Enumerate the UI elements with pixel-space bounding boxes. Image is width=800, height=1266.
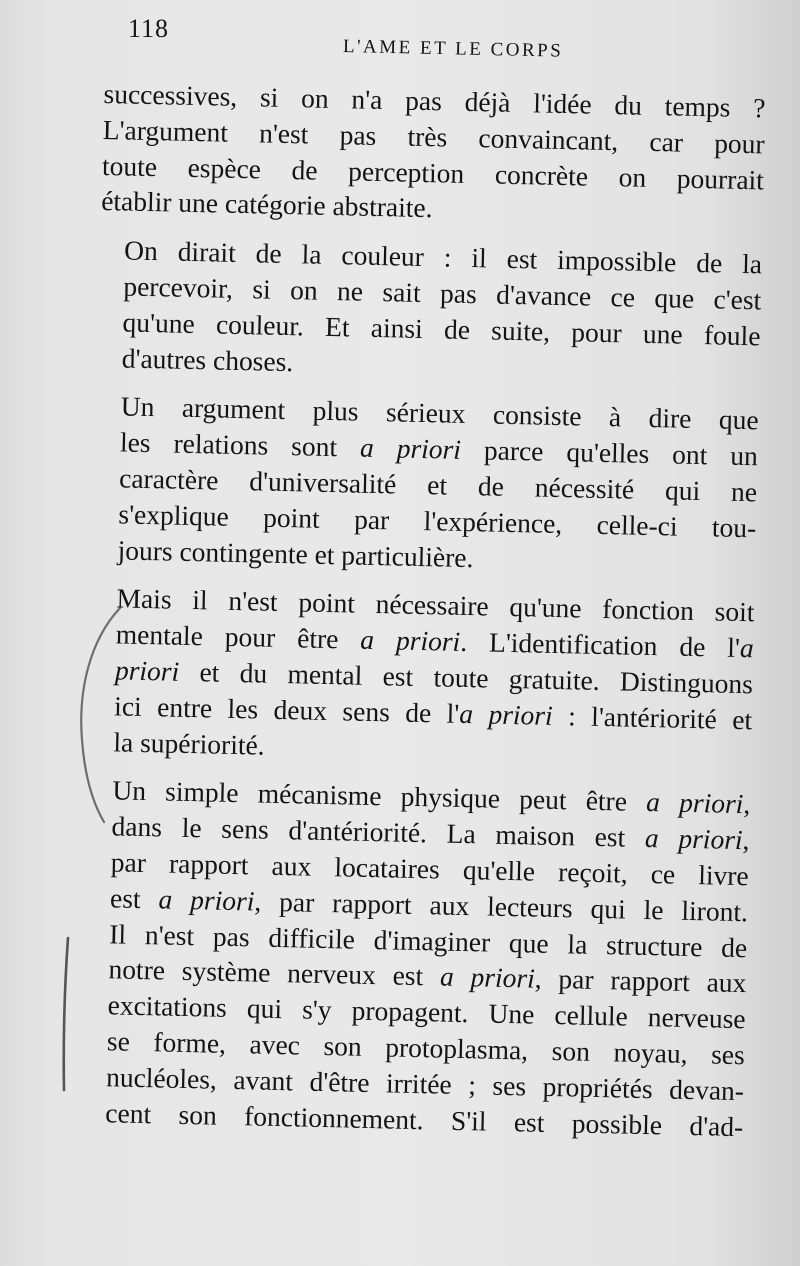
italic-priori: priori	[114, 654, 180, 687]
paragraph-3	[93, 388, 759, 581]
text-line: Mais il n'est point nécessaire qu'une fonction soit	[116, 582, 755, 628]
text-line: la supériorité.	[113, 725, 265, 761]
text-fragment: mentale pour être	[115, 618, 339, 655]
italic-a-priori: a priori	[158, 883, 255, 917]
text-fragment: et du mental est toute gratuite. Distinguons	[199, 656, 754, 700]
paragraph-1	[101, 76, 766, 234]
text-line: qu'une couleur. Et ainsi de suite, pour une foule	[122, 306, 761, 352]
text-line: excitations qui s'y propagent. Une cellule nerveuse	[107, 989, 746, 1035]
text-line: Il n'est pas difficile d'imaginer que la structure de	[108, 917, 748, 963]
italic-a-priori: a priori	[439, 960, 536, 994]
text-line: se forme, avec son protoplasma, son noyau, ses	[106, 1025, 746, 1071]
text-line: jours contingente et particulière.	[117, 533, 474, 573]
text-line: caractère d'universalité et de nécessité qui ne	[118, 462, 758, 508]
running-title: L'AME ET LE CORPS	[342, 36, 564, 62]
text-fragment: parce qu'elles ont un	[483, 434, 759, 472]
text-fragment: dans le sens d'antériorité. La maison est	[111, 810, 626, 853]
text-line: établir une catégorie abstraite.	[100, 185, 433, 224]
text-fragment: , par rapport aux lecteurs qui le liront.	[254, 885, 749, 927]
text-line: s'explique point par l'expérience, celle-ci tou-	[118, 498, 757, 544]
text-fragment: notre système nerveux est	[108, 953, 424, 992]
body-text	[81, 76, 766, 1145]
text-fragment: : l'antériorité et	[567, 700, 753, 736]
text-line: Un argument plus sérieux consiste à dire que	[120, 390, 759, 436]
text-fragment: est	[109, 882, 141, 914]
paragraph-4	[89, 580, 755, 773]
text-line: cent son fonctionnement. S'il est possible d'ad-	[105, 1096, 744, 1142]
text-line: On dirait de la couleur : il est impossible de la	[123, 234, 763, 280]
text-line: percevoir, si on ne sait pas d'avance ce que c'est	[123, 270, 762, 316]
text-fragment: , par rapport aux	[534, 962, 747, 999]
text-line: par rapport aux locataires qu'elle reçoit, ce livre	[110, 846, 750, 892]
page-number: 118	[128, 14, 170, 43]
text-fragment: ,	[743, 788, 751, 820]
text-line: toute espèce de perception concrète on pourrait	[101, 149, 765, 196]
text-line: d'autres choses.	[121, 342, 294, 377]
italic-a-priori: a priori	[645, 786, 744, 820]
italic-a-priori: a priori	[644, 822, 743, 856]
text-line: successives, si on n'a pas déjà l'idée du temps ?	[103, 77, 766, 124]
italic-a-priori: a priori	[360, 623, 461, 658]
pencil-vertical-mark	[52, 930, 82, 1100]
text-fragment: . L'identification de l'	[459, 626, 741, 664]
paragraph-5	[81, 772, 751, 1144]
text-fragment: Un simple mécanisme physique peut être	[112, 774, 628, 817]
text-fragment: ,	[742, 824, 750, 856]
text-line: nucléoles, avant d'être irritée ; ses propriétés devan-	[105, 1061, 745, 1106]
text-line: L'argument n'est pas très convaincant, car pour	[102, 113, 766, 160]
text-fragment: les relations sont	[119, 426, 338, 463]
text-fragment: ici entre les deux sens de l'	[113, 690, 460, 729]
paragraph-2	[97, 232, 762, 390]
italic-a-priori: a priori	[458, 697, 554, 731]
italic-a-priori: a priori	[359, 431, 462, 466]
italic-a: a	[739, 632, 755, 664]
